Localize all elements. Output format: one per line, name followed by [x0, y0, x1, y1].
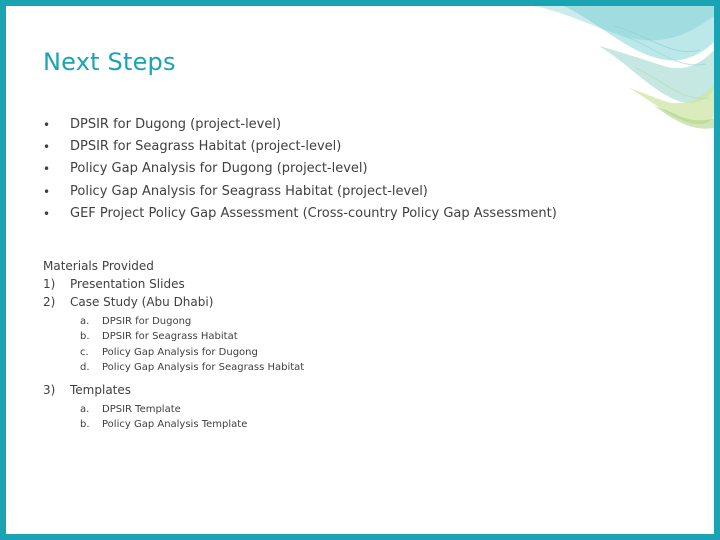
- sub-item: [43, 417, 248, 432]
- bullet-marker: •: [43, 140, 51, 155]
- sub-item: [43, 314, 192, 329]
- materials-item: [43, 275, 185, 293]
- sub-list: [43, 314, 305, 375]
- bullet-marker: •: [43, 206, 51, 221]
- sub-item: [43, 345, 258, 360]
- materials-heading: Materials Provided: [43, 259, 154, 273]
- page-title: Next Steps: [43, 48, 176, 76]
- sub-item-text: Policy Gap Analysis for Dugong: [102, 346, 258, 358]
- sub-item-text: Policy Gap Analysis Template: [102, 419, 248, 431]
- sub-item-text: DPSIR for Dugong: [102, 316, 192, 327]
- sub-item: [43, 329, 238, 344]
- item-text: Presentation Slides: [70, 277, 185, 291]
- sub-item-text: Policy Gap Analysis for Seagrass Habitat: [102, 361, 305, 373]
- abstract-wave-icon: [414, 6, 714, 136]
- list-item-text: DPSIR for Dugong (project-level): [70, 117, 282, 132]
- item-number: 1): [43, 277, 56, 291]
- sub-item-letter: b.: [80, 419, 90, 431]
- list-item-text: Policy Gap Analysis for Seagrass Habitat (project-level): [70, 183, 428, 199]
- sub-list: [43, 402, 248, 433]
- sub-item-text: DPSIR for Seagrass Habitat: [102, 331, 238, 343]
- materials-item: [43, 293, 214, 311]
- sub-item-letter: b.: [80, 331, 90, 343]
- sub-item-letter: c.: [80, 346, 89, 358]
- item-text: Case Study (Abu Dhabi): [70, 295, 214, 309]
- sub-item-letter: a.: [80, 404, 90, 416]
- materials-section: [43, 257, 305, 437]
- bullet-marker: •: [43, 162, 51, 177]
- list-item-text: DPSIR for Seagrass Habitat (project-level): [70, 139, 342, 155]
- list-item-text: Policy Gap Analysis for Dugong (project-level): [70, 161, 368, 177]
- item-number: 3): [43, 383, 56, 398]
- bullet-marker: •: [43, 118, 51, 132]
- sub-item-text: DPSIR Template: [102, 404, 181, 416]
- materials-item: [43, 381, 154, 399]
- sub-item-letter: a.: [80, 316, 90, 327]
- item-number: 2): [43, 295, 56, 309]
- sub-item-letter: d.: [80, 361, 90, 373]
- sub-item: [43, 360, 305, 375]
- bullet-marker: •: [43, 184, 51, 199]
- list-item-text: GEF Project Policy Gap Assessment (Cross-country Policy Gap Assessment): [70, 205, 557, 221]
- sub-item: [43, 402, 181, 417]
- item-text: Templates: [70, 383, 132, 398]
